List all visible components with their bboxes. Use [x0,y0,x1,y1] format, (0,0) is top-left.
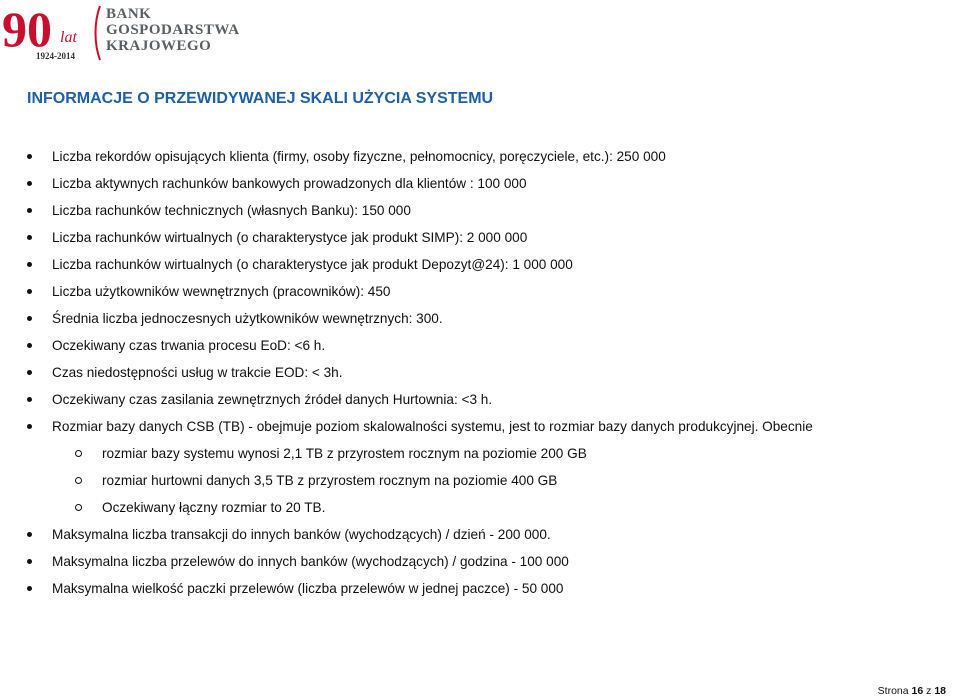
bank-name-line: GOSPODARSTWA [106,22,240,38]
list-item-text: Rozmiar bazy danych CSB (TB) - obejmuje poziom skalowalności systemu, jest to rozmiar bazy danych produkcyjnej. Obecnie [52,419,813,434]
list-item-text: Oczekiwany czas zasilania zewnętrznych źródeł danych Hurtownia: <3 h. [52,392,493,407]
list-item [0,386,960,413]
page-number [878,685,946,697]
document-title: INFORMACJE O PRZEWIDYWANEJ SKALI UŻYCIA SYSTEMU [27,90,494,107]
list-item-text: Liczba użytkowników wewnętrznych (pracowników): 450 [52,284,391,299]
page-of: z [926,685,932,697]
list-item-text: Liczba rekordów opisujących klienta (firmy, osoby fizyczne, pełnomocnicy, poręczyciele, etc.): 250 000 [52,149,666,164]
list-item [0,305,960,332]
list-item [0,332,960,359]
bank-name [106,6,240,54]
list-item [0,413,960,440]
list-item [0,197,960,224]
anniversary-word: lat [60,29,77,46]
anniversary-number: 90 [2,2,52,57]
bullet-icon [27,235,32,240]
bullet-icon [27,370,32,375]
bullet-icon [27,154,32,159]
list-item-text: rozmiar bazy systemu wynosi 2,1 TB z przyrostem rocznym na poziomie 200 GB [102,446,587,461]
list-item-text: Średnia liczba jednoczesnych użytkowników wewnętrznych: 300. [52,311,443,326]
list-item-text: Maksymalna liczba transakcji do innych banków (wychodzących) / dzień - 200 000. [52,527,551,542]
bullet-icon [27,397,32,402]
bullet-icon [27,532,32,537]
list-item [0,278,960,305]
circle-bullet-icon [75,477,82,484]
list-item-text: Oczekiwany czas trwania procesu EoD: <6 h. [52,338,326,353]
bullet-icon [27,424,32,429]
list-item [0,251,960,278]
sub-list-item [0,440,960,467]
bullet-icon [27,181,32,186]
bullet-icon [27,343,32,348]
list-item [0,143,960,170]
list-item-text: Liczba rachunków wirtualnych (o charakterystyce jak produkt SIMP): 2 000 000 [52,230,528,245]
header [2,0,242,64]
list-item [0,548,960,575]
circle-bullet-icon [75,504,82,511]
logo-divider-icon [92,4,102,62]
list-item-text: Maksymalna liczba przelewów do innych banków (wychodzących) / godzina - 100 000 [52,554,569,569]
circle-bullet-icon [75,450,82,457]
anniversary-logo [2,2,90,64]
page-total: 18 [934,685,946,697]
list-item-text: Maksymalna wielkość paczki przelewów (liczba przelewów w jednej paczce) - 50 000 [52,581,564,596]
bullet-icon [27,586,32,591]
bullet-icon [27,262,32,267]
bullet-icon [27,316,32,321]
list-item [0,521,960,548]
bank-name-line: KRAJOWEGO [106,38,212,54]
list-item [0,575,960,602]
list-item [0,224,960,251]
scale-list [0,143,960,602]
page-current: 16 [911,685,924,697]
sub-list-item [0,494,960,521]
list-item-text: Czas niedostępności usług w trakcie EOD: < 3h. [52,365,343,380]
anniversary-years: 1924-2014 [36,51,75,61]
bullet-icon [27,289,32,294]
list-item-text: Liczba rachunków technicznych (własnych Banku): 150 000 [52,203,411,218]
list-item [0,170,960,197]
list-item-text: Liczba rachunków wirtualnych (o charakterystyce jak produkt Depozyt@24): 1 000 000 [52,257,573,272]
list-item-text: Oczekiwany łączny rozmiar to 20 TB. [102,500,326,515]
list-item-text: rozmiar hurtowni danych 3,5 TB z przyrostem rocznym na poziomie 400 GB [102,473,558,488]
list-item-text: Liczba aktywnych rachunków bankowych prowadzonych dla klientów : 100 000 [52,176,527,191]
bullet-icon [27,559,32,564]
sub-list-item [0,467,960,494]
list-item [0,359,960,386]
bullet-icon [27,208,32,213]
page-word: Strona [877,685,909,697]
bank-name-line: BANK [106,6,152,22]
